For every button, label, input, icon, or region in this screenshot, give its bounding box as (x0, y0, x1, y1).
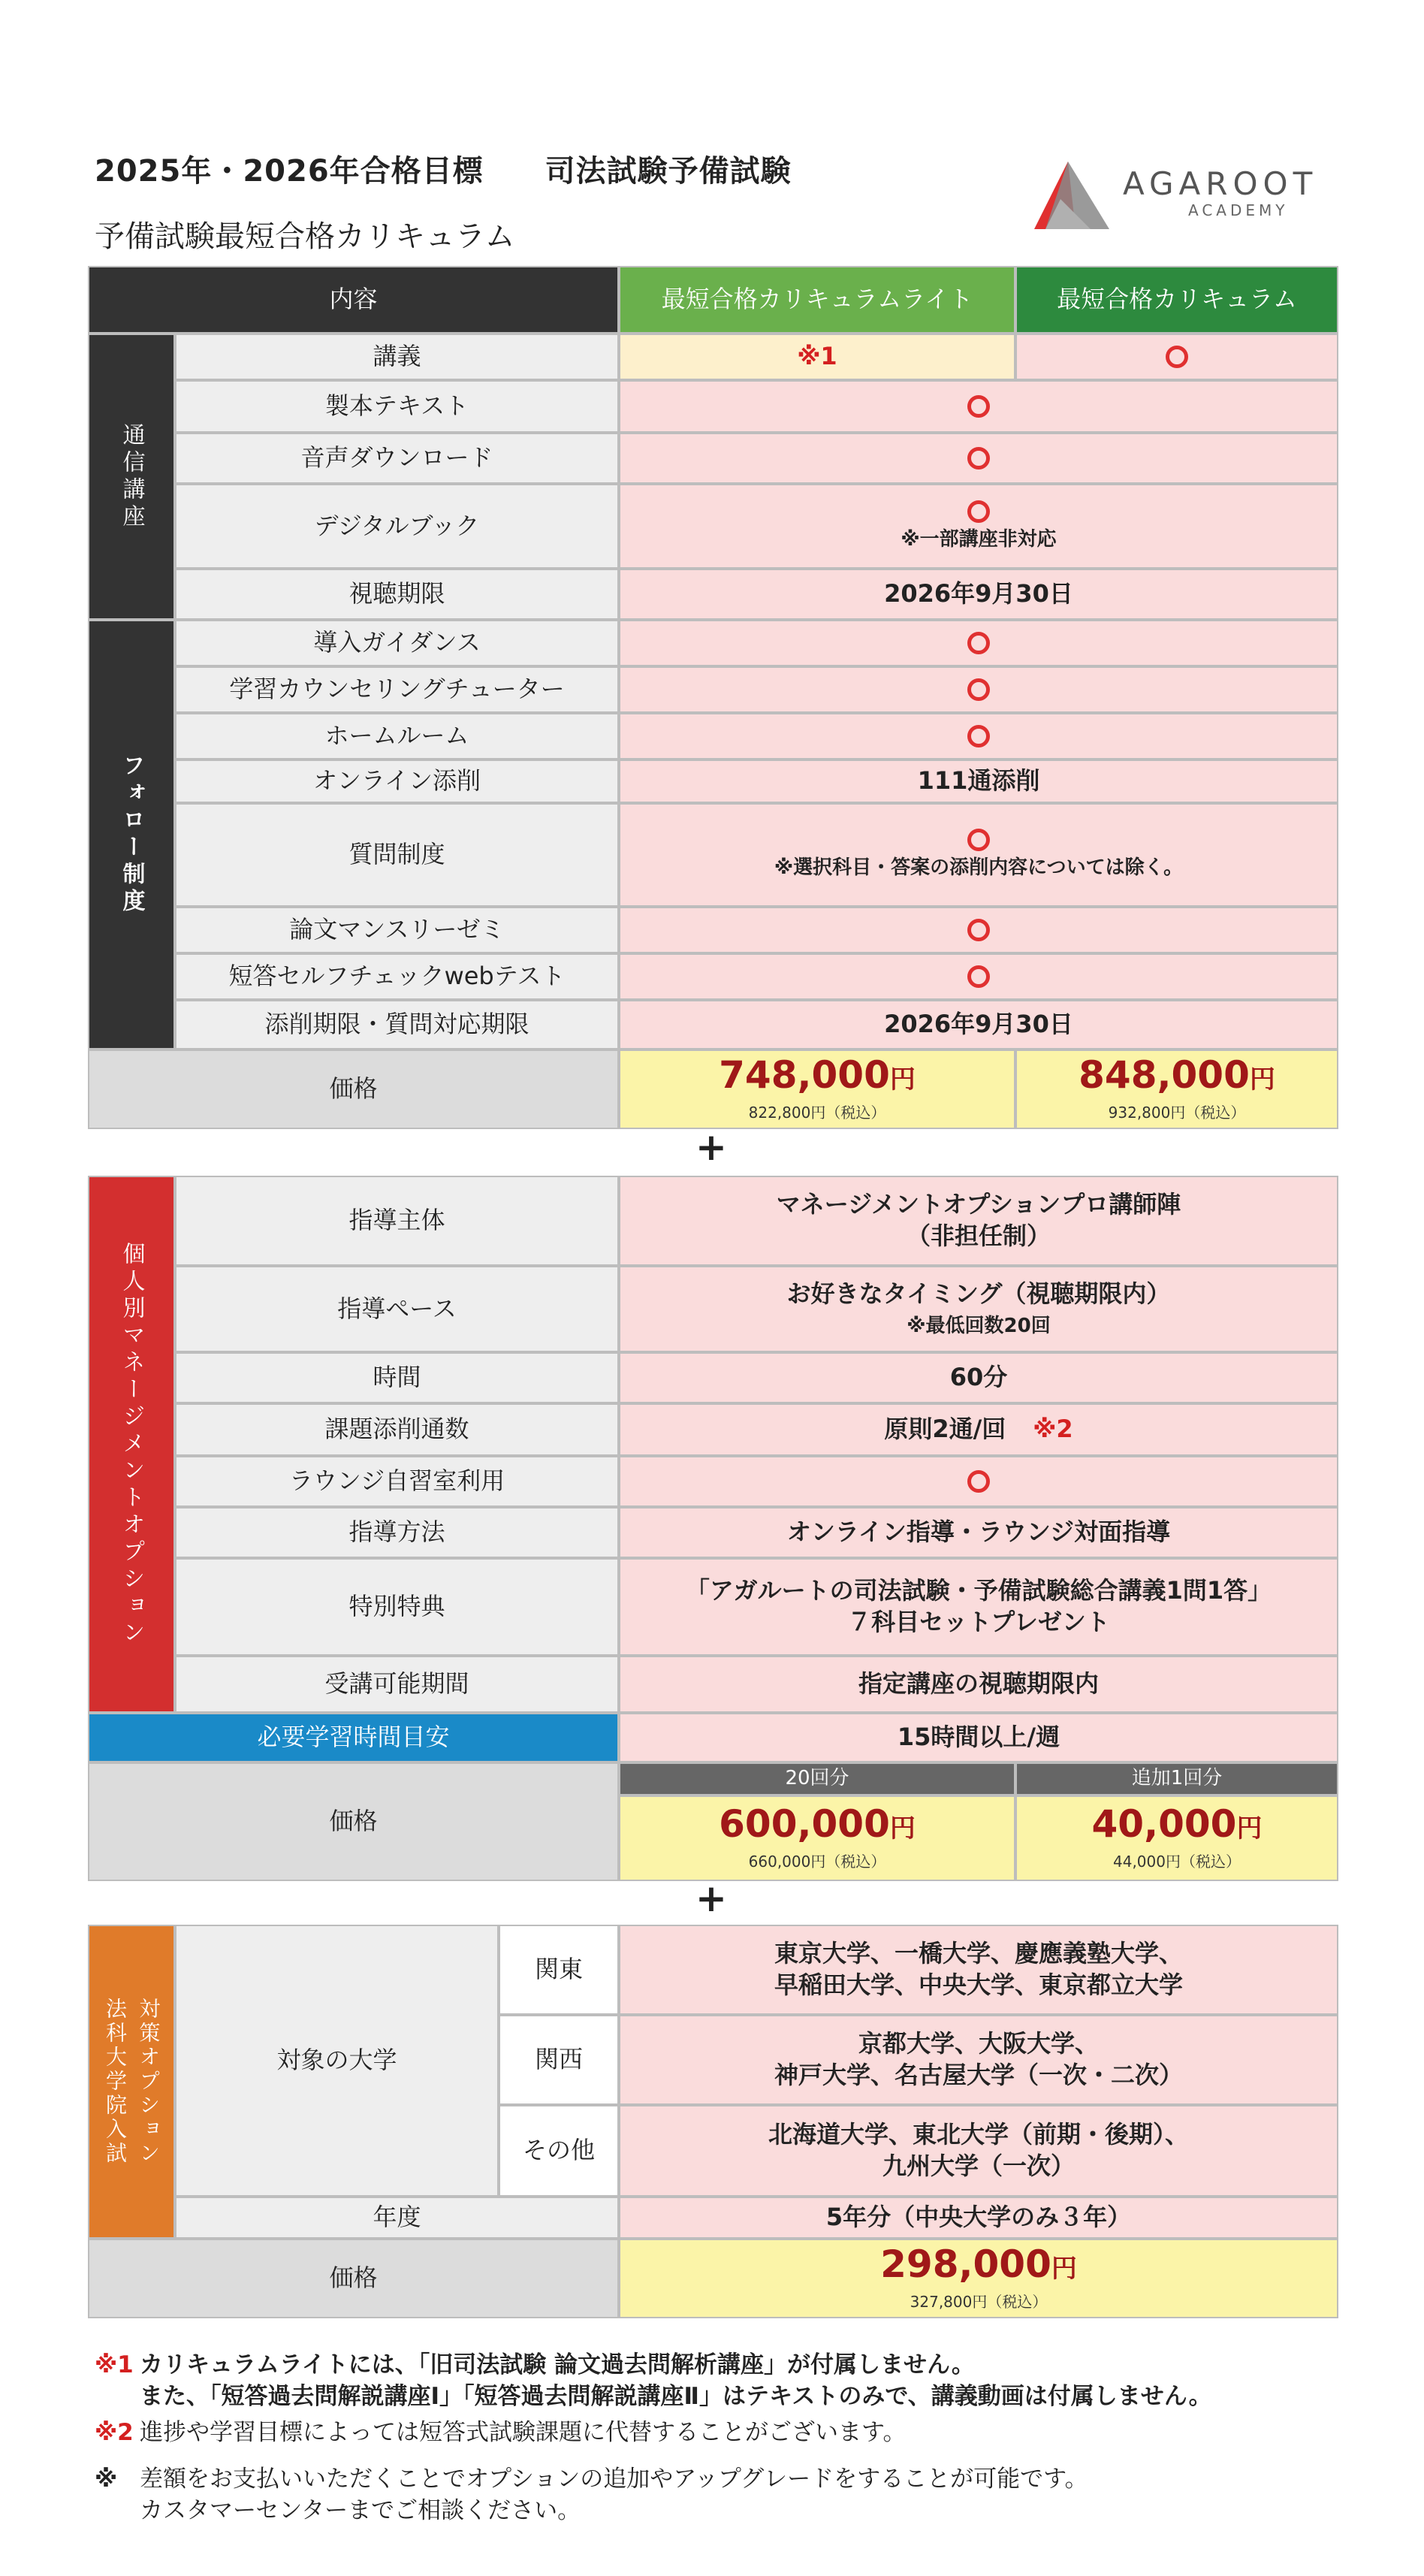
col-header-full: 最短合格カリキュラム (1015, 266, 1338, 334)
kansai-line2: 神戸大学、名古屋大学（一次・二次） (774, 2061, 1183, 2089)
price3-value: 298,000 (880, 2242, 1051, 2287)
yen-unit: 円 (889, 1065, 916, 1095)
circle-icon (1166, 346, 1188, 368)
lead-line1: マネージメントオプションプロ講師陣 (776, 1190, 1181, 1219)
kanto-line2: 早稲田大学、中央大学、東京都立大学 (774, 1971, 1183, 1999)
price3 (619, 2239, 1338, 2318)
row-time-value: 60分 (619, 1352, 1338, 1403)
row-method-value: オンライン指導・ラウンジ対面指導 (619, 1507, 1338, 1558)
other-line1: 北海道大学、東北大学（前期・後期）、 (768, 2120, 1189, 2149)
row-text-value (619, 380, 1338, 433)
yen-unit: 円 (1249, 1065, 1275, 1095)
price-full-value: 848,000 (1079, 1053, 1250, 1098)
col-header-lite: 最短合格カリキュラムライト (619, 266, 1015, 334)
row-lecture-lite (619, 334, 1015, 380)
row-pace-label: 指導ペース (175, 1266, 619, 1352)
row-audio-label: 音声ダウンロード (175, 433, 619, 484)
row-homeroom-label: ホームルーム (175, 713, 619, 760)
price2-col2-header: 追加1回分 (1015, 1762, 1338, 1795)
row-question-label: 質問制度 (175, 803, 619, 907)
row-term-value: 指定講座の視聴期限内 (619, 1656, 1338, 1713)
col-header-content: 内容 (88, 266, 619, 334)
kanto-line1: 東京大学、一橋大学、慶應義塾大学、 (774, 1939, 1183, 1968)
tasks-text: 原則2通/回 (884, 1415, 1006, 1444)
pace-note: ※最低回数20回 (907, 1315, 1051, 1338)
section-tsushin: 通信講座 (88, 334, 175, 620)
footnote-3b: カスタマーセンターまでご相談ください。 (140, 2496, 581, 2524)
lead-line2: （非担任制） (906, 1222, 1051, 1250)
kansai-value (619, 2015, 1338, 2105)
row-pace-value (619, 1266, 1338, 1352)
row-counseling-value (619, 666, 1338, 713)
price3-tax: 327,800円（税込） (910, 2292, 1048, 2311)
row-period-value: 2026年9月30日 (619, 569, 1338, 620)
row-lead-value (619, 1176, 1338, 1266)
price2-col1-value: 600,000 (719, 1802, 890, 1847)
row-deadline-label: 添削期限・質問対応期限 (175, 1000, 619, 1049)
row-tasks-value (619, 1403, 1338, 1456)
row-bonus-label: 特別特典 (175, 1558, 619, 1656)
footnote-3 (95, 2464, 1088, 2527)
region-other: その他 (499, 2105, 619, 2197)
row-text-label: 製本テキスト (175, 380, 619, 433)
page-title: 2025年・2026年合格目標 司法試験予備試験 (95, 154, 792, 189)
circle-icon (967, 919, 990, 941)
price3-label: 価格 (88, 2239, 619, 2318)
circle-icon (967, 1470, 990, 1493)
row-hours-value: 15時間以上/週 (619, 1713, 1338, 1762)
price-lite-value: 748,000 (719, 1053, 890, 1098)
section-management: 個人別マネージメントオプション (88, 1176, 175, 1713)
row-homeroom-value (619, 713, 1338, 760)
row-time-label: 時間 (175, 1352, 619, 1403)
circle-icon (967, 500, 990, 523)
row-lecture-full (1015, 334, 1338, 380)
row-lounge-value (619, 1456, 1338, 1507)
footnote-1a: カリキュラムライトには、「旧司法試験 論文過去問解析講座」が付属しません。 (140, 2351, 975, 2378)
digital-note: ※一部講座非対応 (901, 527, 1057, 551)
price2-col1-tax: 660,000円（税込） (748, 1852, 886, 1871)
price-lite-tax: 822,800円（税込） (748, 1103, 886, 1122)
other-value (619, 2105, 1338, 2197)
row-term-label: 受講可能期間 (175, 1656, 619, 1713)
plus-sign: + (695, 1125, 727, 1169)
region-kanto: 関東 (499, 1925, 619, 2015)
price2-label: 価格 (88, 1762, 619, 1881)
circle-icon (967, 678, 990, 701)
pace-line1: お好きなタイミング（視聴期限内） (786, 1279, 1171, 1308)
circle-icon (967, 965, 990, 988)
row-lead-label: 指導主体 (175, 1176, 619, 1266)
price2-col2 (1015, 1795, 1338, 1881)
footnote-mark-1: ※1 (95, 2351, 134, 2378)
bonus-line2: ７科目セットプレゼント (847, 1608, 1110, 1636)
yen-unit: 円 (1236, 1813, 1263, 1844)
row-online-label: オンライン添削 (175, 760, 619, 803)
row-webtest-value (619, 953, 1338, 1000)
section-houka: 法科大学院入試 (103, 1998, 128, 2166)
kanto-value (619, 1925, 1338, 2015)
price2-col2-tax: 44,000円（税込） (1113, 1852, 1241, 1871)
price-full-tax: 932,800円（税込） (1108, 1103, 1246, 1122)
logo-name: AGAROOT (1123, 165, 1318, 202)
row-digital-value (619, 484, 1338, 569)
price2-col2-value: 40,000 (1091, 1802, 1237, 1847)
row-tasks-label: 課題添削通数 (175, 1403, 619, 1456)
row-year-label: 年度 (175, 2197, 619, 2239)
row-bonus-value (619, 1558, 1338, 1656)
row-lounge-label: ラウンジ自習室利用 (175, 1456, 619, 1507)
row-seminar-label: 論文マンスリーゼミ (175, 907, 619, 953)
row-hours-label: 必要学習時間目安 (88, 1713, 619, 1762)
note-mark-1: ※1 (797, 342, 837, 371)
row-question-value (619, 803, 1338, 907)
circle-icon (967, 829, 990, 851)
circle-icon (967, 395, 990, 418)
circle-icon (967, 725, 990, 747)
circle-icon (967, 447, 990, 470)
row-guidance-label: 導入ガイダンス (175, 620, 619, 666)
circle-icon (967, 632, 990, 654)
section-taisaku: 対策オプション (136, 1998, 161, 2166)
row-guidance-value (619, 620, 1338, 666)
question-note: ※選択科目・答案の添削内容については除く。 (774, 856, 1184, 880)
price-full (1015, 1049, 1338, 1129)
logo-sub: ACADEMY (1188, 201, 1289, 219)
row-method-label: 指導方法 (175, 1507, 619, 1558)
row-counseling-label: 学習カウンセリングチューター (175, 666, 619, 713)
row-period-label: 視聴期限 (175, 569, 619, 620)
footnote-mark-2: ※2 (95, 2419, 134, 2446)
price-lite (619, 1049, 1015, 1129)
plus-sign: + (695, 1877, 727, 1920)
footnote-3a: 差額をお支払いいただくことでオプションの追加やアップグレードをすることが可能です。 (140, 2466, 1088, 2493)
price2-col1-header: 20回分 (619, 1762, 1015, 1795)
row-online-value: 111通添削 (619, 760, 1338, 803)
footnote-1b: また、「短答過去問解説講座Ⅰ」「短答過去問解説講座Ⅱ」はテキストのみで、講義動画は付属しません。 (140, 2382, 1212, 2410)
yen-unit: 円 (1051, 2254, 1077, 2285)
row-digital-label: デジタルブック (175, 484, 619, 569)
row-deadline-value: 2026年9月30日 (619, 1000, 1338, 1049)
univ-label: 対象の大学 (175, 1925, 499, 2197)
logo-mark-icon (1030, 158, 1113, 233)
note-mark-2: ※2 (1033, 1415, 1073, 1444)
bonus-line1: 「アガルートの司法試験・予備試験総合講義1問1答」 (685, 1576, 1272, 1605)
footnote-1 (95, 2350, 1212, 2413)
row-audio-value (619, 433, 1338, 484)
row-lecture-label: 講義 (175, 334, 619, 380)
yen-unit: 円 (889, 1813, 916, 1844)
region-kansai: 関西 (499, 2015, 619, 2105)
row-year-value: 5年分（中央大学のみ３年） (619, 2197, 1338, 2239)
footnote-2-text: 進捗や学習目標によっては短答式試験課題に代替することがございます。 (140, 2419, 907, 2446)
row-webtest-label: 短答セルフチェックwebテスト (175, 953, 619, 1000)
price-label: 価格 (88, 1049, 619, 1129)
other-line2: 九州大学（一次） (882, 2152, 1075, 2180)
section-follow: フォロー制度 (88, 620, 175, 1049)
page-subtitle: 予備試験最短合格カリキュラム (95, 219, 515, 254)
price2-col1 (619, 1795, 1015, 1881)
footnote-mark-3: ※ (95, 2466, 118, 2493)
footnote-2 (95, 2417, 907, 2449)
row-seminar-value (619, 907, 1338, 953)
section-lawschool (88, 1925, 175, 2239)
kansai-line1: 京都大学、大阪大学、 (858, 2029, 1099, 2058)
